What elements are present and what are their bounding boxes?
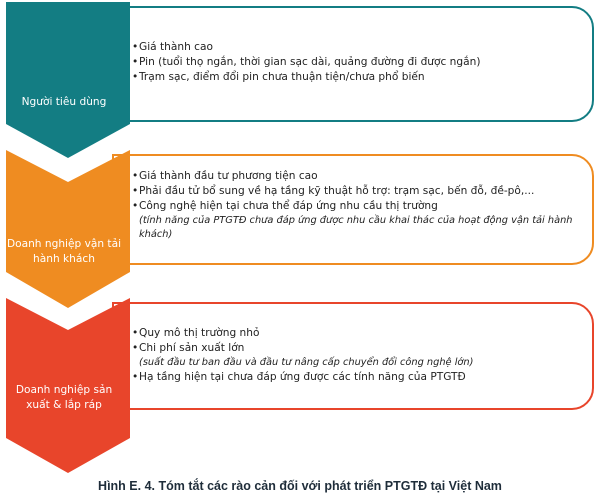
- barrier-item: •Chi phí sản xuất lớn: [132, 342, 245, 354]
- barrier-box-transport: [112, 154, 594, 265]
- stage-label-transport: Doanh nghiệp vận tải hành khách: [6, 238, 122, 265]
- barrier-box-consumers: [112, 6, 594, 122]
- chevron-stage-consumers: [0, 0, 140, 160]
- barrier-note: (tính năng của PTGTĐ chưa đáp ứng được nhu cầu khai thác của hoạt động vận tải hành khách): [139, 215, 573, 240]
- stage-label-consumers: Người tiêu dùng: [21, 96, 107, 108]
- barrier-item: •Công nghệ hiện tại chưa thể đáp ứng nhu cầu thị trường: [132, 200, 438, 212]
- barrier-item: •Hạ tầng hiện tại chưa đáp ứng được các tính năng của PTGTĐ: [132, 371, 466, 383]
- barrier-item: •Quy mô thị trường nhỏ: [132, 327, 260, 339]
- barrier-note: (suất đầu tư ban đầu và đầu tư nâng cấp chuyển đổi công nghệ lớn): [139, 357, 474, 368]
- barrier-item: •Giá thành đầu tư phương tiện cao: [132, 170, 318, 182]
- barrier-item: •Phải đầu tử bổ sung về hạ tầng kỹ thuật hỗ trợ: trạm sạc, bến đỗ, đề-pô,...: [132, 185, 535, 197]
- chevron-stage-transport: [0, 150, 140, 320]
- barrier-item: •Trạm sạc, điểm đổi pin chưa thuận tiện/chưa phổ biến: [132, 71, 425, 83]
- barrier-item: •Pin (tuổi thọ ngắn, thời gian sạc dài, quảng đường đi được ngắn): [132, 56, 481, 68]
- stage-label-manufacturers: Doanh nghiệp sản xuất & lắp ráp: [15, 384, 113, 411]
- barrier-box-manufacturers: [112, 302, 594, 410]
- barrier-item: •Giá thành cao: [132, 41, 213, 53]
- figure-caption: Hình E. 4. Tóm tắt các rào cản đối với phát triển PTGTĐ tại Việt Nam: [98, 479, 502, 493]
